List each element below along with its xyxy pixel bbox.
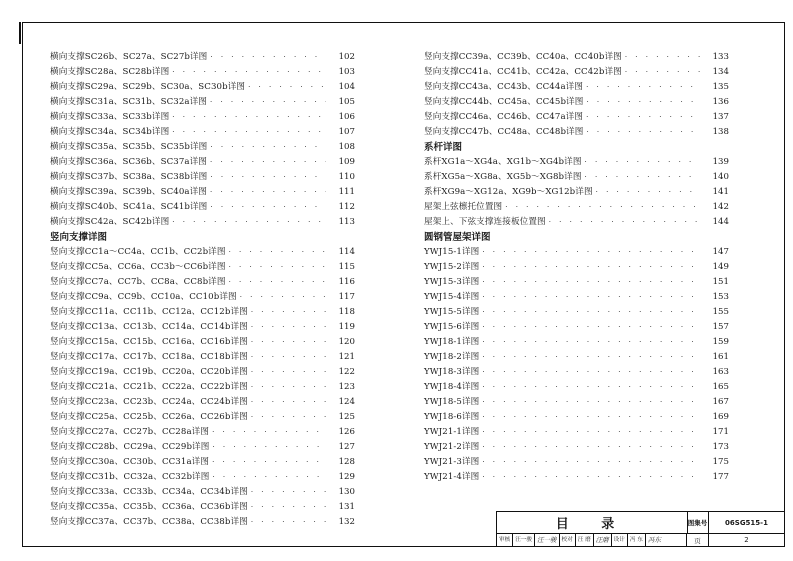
toc-entry-page: 169: [712, 412, 729, 422]
dot-leader: [482, 290, 700, 305]
dot-leader: [482, 335, 700, 350]
dot-leader: [482, 350, 700, 365]
toc-entry-title: YWJ18-6详图: [424, 412, 480, 422]
toc-entry-page: 125: [338, 412, 355, 422]
dot-leader: [212, 425, 326, 440]
dot-leader: [586, 110, 700, 125]
dot-leader: [229, 260, 326, 275]
toc-entry-title: 竖向支撑CC11a、CC11b、CC12a、CC12b详图: [50, 307, 248, 317]
toc-entry-title: 竖向支撑CC37a、CC37b、CC38a、CC38b详图: [50, 517, 248, 527]
dot-leader: [251, 515, 326, 530]
signature-row: [497, 533, 687, 546]
toc-entry-title: 横向支撑SC37b、SC38a、SC38b详图: [50, 172, 208, 182]
signature-image: 冯东: [647, 535, 661, 544]
toc-entry[interactable]: [424, 290, 729, 305]
toc-entry-title: 竖向支撑CC19a、CC19b、CC20a、CC20b详图: [50, 367, 248, 377]
toc-entry[interactable]: [424, 95, 729, 110]
toc-entry-title: 竖向支撑CC46a、CC46b、CC47a详图: [424, 112, 584, 122]
toc-entry-title: 竖向支撑CC23a、CC23b、CC24a、CC24b详图: [50, 397, 248, 407]
dot-leader: [482, 365, 700, 380]
dot-leader: [210, 185, 326, 200]
toc-entry-page: 173: [712, 442, 729, 452]
toc-entry-title: 竖向支撑CC31b、CC32a、CC32b详图: [50, 472, 210, 482]
page-label: 页: [687, 533, 709, 546]
dot-leader: [210, 155, 326, 170]
toc-entry[interactable]: [50, 380, 355, 395]
toc-entry-title: YWJ15-2详图: [424, 262, 480, 272]
toc-entry-title: YWJ15-6详图: [424, 322, 480, 332]
toc-entry-page: 114: [338, 247, 355, 257]
toc-entry[interactable]: [50, 155, 355, 170]
toc-entry-page: 108: [338, 142, 355, 152]
toc-entry[interactable]: [424, 305, 729, 320]
toc-entry-title: 横向支撑SC33a、SC33b详图: [50, 112, 170, 122]
toc-entry-title: 系杆XG1a～XG4a、XG1b～XG4b详图: [424, 157, 582, 167]
atlas-number: 06SG515-1: [725, 518, 768, 527]
toc-entry[interactable]: [50, 365, 355, 380]
toc-entry[interactable]: [50, 320, 355, 335]
toc-entry-page: 123: [338, 382, 355, 392]
toc-entry[interactable]: [50, 455, 355, 470]
toc-entry-page: 127: [338, 442, 355, 452]
toc-entry-page: 163: [712, 367, 729, 377]
toc-entry[interactable]: [424, 215, 729, 230]
toc-entry-page: 159: [712, 337, 729, 347]
toc-entry-page: 171: [712, 427, 729, 437]
toc-entry-page: 134: [712, 67, 729, 77]
dot-leader: [596, 185, 700, 200]
toc-entry-title: 竖向支撑CC27a、CC27b、CC28a详图: [50, 427, 210, 437]
dot-leader: [251, 485, 326, 500]
toc-entry-title: 横向支撑SC34a、SC34b详图: [50, 127, 170, 137]
toc-entry[interactable]: [50, 110, 355, 125]
toc-entry[interactable]: [424, 275, 729, 290]
toc-entry-page: 131: [338, 502, 355, 512]
toc-entry-title: YWJ15-4详图: [424, 292, 480, 302]
toc-entry-title: 竖向支撑CC41a、CC41b、CC42a、CC42b详图: [424, 67, 622, 77]
dot-leader: [251, 410, 326, 425]
toc-entry[interactable]: [424, 350, 729, 365]
dot-leader: [172, 110, 326, 125]
toc-entry[interactable]: [50, 200, 355, 215]
dot-leader: [210, 50, 326, 65]
toc-entry-page: 126: [338, 427, 355, 437]
toc-entry-page: 129: [338, 472, 355, 482]
signature-image: 汪磨: [594, 534, 612, 547]
toc-entry[interactable]: [50, 350, 355, 365]
toc-entry-page: 138: [712, 127, 729, 137]
toc-entry[interactable]: [50, 425, 355, 440]
toc-entry-title: YWJ18-1详图: [424, 337, 480, 347]
dot-leader: [482, 470, 700, 485]
toc-entry-title: YWJ15-1详图: [424, 247, 480, 257]
section-heading: 圆钢管屋架详图: [424, 232, 491, 243]
toc-entry-page: 175: [712, 457, 729, 467]
toc-entry[interactable]: [424, 260, 729, 275]
toc-entry-title: 系杆XG5a～XG8a、XG5b～XG8b详图: [424, 172, 582, 182]
toc-entry-title: YWJ21-2详图: [424, 442, 480, 452]
toc-entry[interactable]: [424, 395, 729, 410]
toc-entry-page: 177: [712, 472, 729, 482]
toc-entry-page: 136: [712, 97, 729, 107]
toc-entry-page: 141: [712, 187, 729, 197]
toc-entry-title: 屋架上、下弦支撑连接板位置图: [424, 217, 546, 227]
toc-entry-page: 115: [338, 262, 355, 272]
toc-entry[interactable]: [50, 440, 355, 455]
toc-entry-page: 142: [712, 202, 729, 212]
toc-entry[interactable]: [424, 440, 729, 455]
toc-entry-title: YWJ18-5详图: [424, 397, 480, 407]
dot-leader: [240, 290, 326, 305]
toc-entry[interactable]: [50, 335, 355, 350]
sign-cell: 审核: [497, 534, 513, 547]
dot-leader: [172, 65, 326, 80]
dot-leader: [585, 155, 700, 170]
dot-leader: [482, 245, 700, 260]
toc-entry-page: 140: [712, 172, 729, 182]
toc-entry-page: 113: [338, 217, 355, 227]
dot-leader: [251, 335, 326, 350]
toc-entry[interactable]: [424, 200, 729, 215]
toc-entry[interactable]: [50, 305, 355, 320]
dot-leader: [482, 380, 700, 395]
toc-entry-title: 竖向支撑CC1a～CC4a、CC1b、CC2b详图: [50, 247, 226, 257]
toc-entry-title: YWJ18-4详图: [424, 382, 480, 392]
toc-entry[interactable]: [424, 185, 729, 200]
sign-cell: 汪 磨: [576, 534, 594, 547]
dot-leader: [586, 125, 700, 140]
dot-leader: [212, 470, 326, 485]
dot-leader: [482, 275, 700, 290]
toc-entry-title: 横向支撑SC36a、SC36b、SC37a详图: [50, 157, 207, 167]
toc-entry-title: 竖向支撑CC43a、CC43b、CC44a详图: [424, 82, 584, 92]
dot-leader: [549, 215, 700, 230]
toc-entry-page: 111: [338, 187, 355, 197]
toc-entry-title: 竖向支撑CC28b、CC29a、CC29b详图: [50, 442, 210, 452]
toc-entry-page: 135: [712, 82, 729, 92]
toc-entry[interactable]: [50, 395, 355, 410]
toc-entry[interactable]: [424, 170, 729, 185]
sign-cell: 设计: [612, 534, 628, 547]
toc-entry-page: 116: [338, 277, 355, 287]
toc-entry-title: 横向支撑SC39a、SC39b、SC40a详图: [50, 187, 207, 197]
toc-entry[interactable]: [424, 365, 729, 380]
toc-entry-page: 117: [338, 292, 355, 302]
toc-entry-page: 121: [338, 352, 355, 362]
toc-entry-page: 149: [712, 262, 729, 272]
toc-entry[interactable]: [50, 470, 355, 485]
dot-leader: [482, 260, 700, 275]
toc-entry[interactable]: [424, 245, 729, 260]
toc-entry-page: 155: [712, 307, 729, 317]
toc-entry-page: 112: [338, 202, 355, 212]
dot-leader: [251, 500, 326, 515]
sign-cell: 校对: [560, 534, 576, 547]
toc-entry-page: 104: [338, 82, 355, 92]
dot-leader: [251, 365, 326, 380]
toc-entry-title: 横向支撑SC28a、SC28b详图: [50, 67, 170, 77]
toc-entry-page: 119: [338, 322, 355, 332]
toc-entry-title: 竖向支撑CC25a、CC25b、CC26a、CC26b详图: [50, 412, 248, 422]
toc-entry-page: 147: [712, 247, 729, 257]
toc-entry-page: 103: [338, 67, 355, 77]
dot-leader: [251, 320, 326, 335]
toc-entry[interactable]: [50, 95, 355, 110]
toc-entry-page: 133: [712, 52, 729, 62]
toc-entry-page: 122: [338, 367, 355, 377]
toc-entry-title: YWJ21-1详图: [424, 427, 480, 437]
toc-entry[interactable]: [50, 290, 355, 305]
toc-entry[interactable]: [50, 170, 355, 185]
toc-entry[interactable]: [50, 65, 355, 80]
toc-entry[interactable]: [424, 125, 729, 140]
toc-entry[interactable]: [50, 260, 355, 275]
toc-entry-title: YWJ21-4详图: [424, 472, 480, 482]
toc-entry-page: 118: [338, 307, 355, 317]
dot-leader: [482, 410, 700, 425]
dot-leader: [586, 80, 700, 95]
sign-cell: 冯 东: [628, 534, 646, 547]
toc-entry[interactable]: [50, 485, 355, 500]
toc-entry[interactable]: [424, 65, 729, 80]
toc-entry[interactable]: [424, 155, 729, 170]
toc-entry[interactable]: [424, 335, 729, 350]
dot-leader: [625, 50, 700, 65]
toc-entry[interactable]: [50, 50, 355, 65]
sign-cell: 汪一骏: [513, 534, 535, 547]
toc-entry-title: 竖向支撑CC39a、CC39b、CC40a、CC40b详图: [424, 52, 622, 62]
dot-leader: [210, 95, 326, 110]
dot-leader: [210, 140, 326, 155]
toc-entry-title: 竖向支撑CC15a、CC15b、CC16a、CC16b详图: [50, 337, 248, 347]
dot-leader: [248, 80, 326, 95]
toc-right-column: [424, 50, 729, 485]
toc-entry-title: 横向支撑SC35a、SC35b、SC35b详图: [50, 142, 208, 152]
toc-entry-page: 106: [338, 112, 355, 122]
toc-entry-title: YWJ18-3详图: [424, 367, 480, 377]
toc-entry-title: YWJ15-3详图: [424, 277, 480, 287]
toc-entry-title: 横向支撑SC29a、SC29b、SC30a、SC30b详图: [50, 82, 246, 92]
toc-entry-title: 竖向支撑CC17a、CC17b、CC18a、CC18b详图: [50, 352, 248, 362]
toc-entry-title: YWJ21-3详图: [424, 457, 480, 467]
dot-leader: [482, 425, 700, 440]
toc-entry-title: 竖向支撑CC30a、CC30b、CC31a详图: [50, 457, 210, 467]
dot-leader: [212, 440, 326, 455]
toc-entry-page: 102: [338, 52, 355, 62]
dot-leader: [251, 305, 326, 320]
toc-entry[interactable]: [424, 320, 729, 335]
dot-leader: [172, 215, 326, 230]
toc-entry-page: 128: [338, 457, 355, 467]
toc-entry[interactable]: [50, 80, 355, 95]
dot-leader: [251, 350, 326, 365]
dot-leader: [625, 65, 700, 80]
dot-leader: [482, 320, 700, 335]
dot-leader: [482, 395, 700, 410]
toc-entry-title: 竖向支撑CC44b、CC45a、CC45b详图: [424, 97, 584, 107]
toc-entry[interactable]: [424, 80, 729, 95]
section-heading: 竖向支撑详图: [50, 232, 108, 243]
toc-entry[interactable]: [50, 215, 355, 230]
binding-mark: [19, 22, 21, 44]
signature-image: 汪一骏: [535, 534, 560, 547]
toc-entry-title: 竖向支撑CC9a、CC9b、CC10a、CC10b详图: [50, 292, 237, 302]
toc-entry[interactable]: [424, 110, 729, 125]
dot-leader: [482, 440, 700, 455]
title-block: [496, 511, 785, 547]
dot-leader: [210, 200, 326, 215]
toc-entry[interactable]: [50, 140, 355, 155]
toc-entry-page: 165: [712, 382, 729, 392]
toc-entry-page: 109: [338, 157, 355, 167]
dot-leader: [586, 95, 700, 110]
toc-entry-title: 竖向支撑CC33a、CC33b、CC34a、CC34b详图: [50, 487, 248, 497]
toc-entry-title: 系杆XG9a～XG12a、XG9b～XG12b详图: [424, 187, 593, 197]
toc-entry-page: 107: [338, 127, 355, 137]
toc-entry-title: 横向支撑SC42a、SC42b详图: [50, 217, 170, 227]
toc-entry-title: 横向支撑SC26b、SC27a、SC27b详图: [50, 52, 208, 62]
toc-entry-page: 105: [338, 97, 355, 107]
toc-entry[interactable]: [424, 455, 729, 470]
toc-entry[interactable]: [424, 410, 729, 425]
dot-leader: [212, 455, 326, 470]
dot-leader: [229, 275, 326, 290]
toc-entry-title: 竖向支撑CC13a、CC13b、CC14a、CC14b详图: [50, 322, 248, 332]
toc-entry-page: 132: [338, 517, 355, 527]
dot-leader: [482, 455, 700, 470]
toc-entry[interactable]: [424, 425, 729, 440]
toc-entry-title: 横向支撑SC40b、SC41a、SC41b详图: [50, 202, 208, 212]
dot-leader: [505, 200, 700, 215]
toc-entry-title: 竖向支撑CC7a、CC7b、CC8a、CC8b详图: [50, 277, 226, 287]
toc-entry-page: 120: [338, 337, 355, 347]
toc-entry-title: 竖向支撑CC35a、CC35b、CC36a、CC36b详图: [50, 502, 248, 512]
toc-entry-page: 153: [712, 292, 729, 302]
atlas-number-label: 图集号: [687, 512, 709, 533]
toc-entry-page: 130: [338, 487, 355, 497]
toc-entry-page: 157: [712, 322, 729, 332]
toc-entry-page: 144: [712, 217, 729, 227]
toc-entry-title: 横向支撑SC31a、SC31b、SC32a详图: [50, 97, 207, 107]
toc-entry-title: 竖向支撑CC47b、CC48a、CC48b详图: [424, 127, 584, 137]
page-number: 2: [709, 533, 784, 546]
toc-entry[interactable]: [50, 125, 355, 140]
toc-entry[interactable]: [424, 470, 729, 485]
dot-leader: [229, 245, 326, 260]
title-block-title: 目 录: [497, 512, 688, 533]
toc-entry[interactable]: [50, 245, 355, 260]
section-heading: 系杆详图: [424, 142, 463, 153]
toc-entry-title: YWJ15-5详图: [424, 307, 480, 317]
toc-entry[interactable]: [50, 185, 355, 200]
toc-left-column: [50, 50, 355, 530]
toc-entry-page: 167: [712, 397, 729, 407]
toc-entry-page: 110: [338, 172, 355, 182]
toc-entry-page: 124: [338, 397, 355, 407]
toc-entry[interactable]: [50, 275, 355, 290]
toc-entry[interactable]: [424, 50, 729, 65]
toc-entry-title: 屋架上弦檩托位置图: [424, 202, 503, 212]
dot-leader: [251, 395, 326, 410]
dot-leader: [210, 170, 326, 185]
toc-entry-page: 139: [712, 157, 729, 167]
dot-leader: [172, 125, 326, 140]
toc-entry-title: YWJ18-2详图: [424, 352, 480, 362]
dot-leader: [585, 170, 700, 185]
dot-leader: [482, 305, 700, 320]
toc-entry-page: 137: [712, 112, 729, 122]
toc-entry[interactable]: [50, 500, 355, 515]
toc-entry-page: 161: [712, 352, 729, 362]
toc-entry-title: 竖向支撑CC5a、CC6a、CC3b～CC6b详图: [50, 262, 226, 272]
dot-leader: [251, 380, 326, 395]
toc-entry[interactable]: [50, 515, 355, 530]
toc-entry-title: 竖向支撑CC21a、CC21b、CC22a、CC22b详图: [50, 382, 248, 392]
toc-entry-page: 151: [712, 277, 729, 287]
toc-entry[interactable]: [424, 380, 729, 395]
toc-entry[interactable]: [50, 410, 355, 425]
